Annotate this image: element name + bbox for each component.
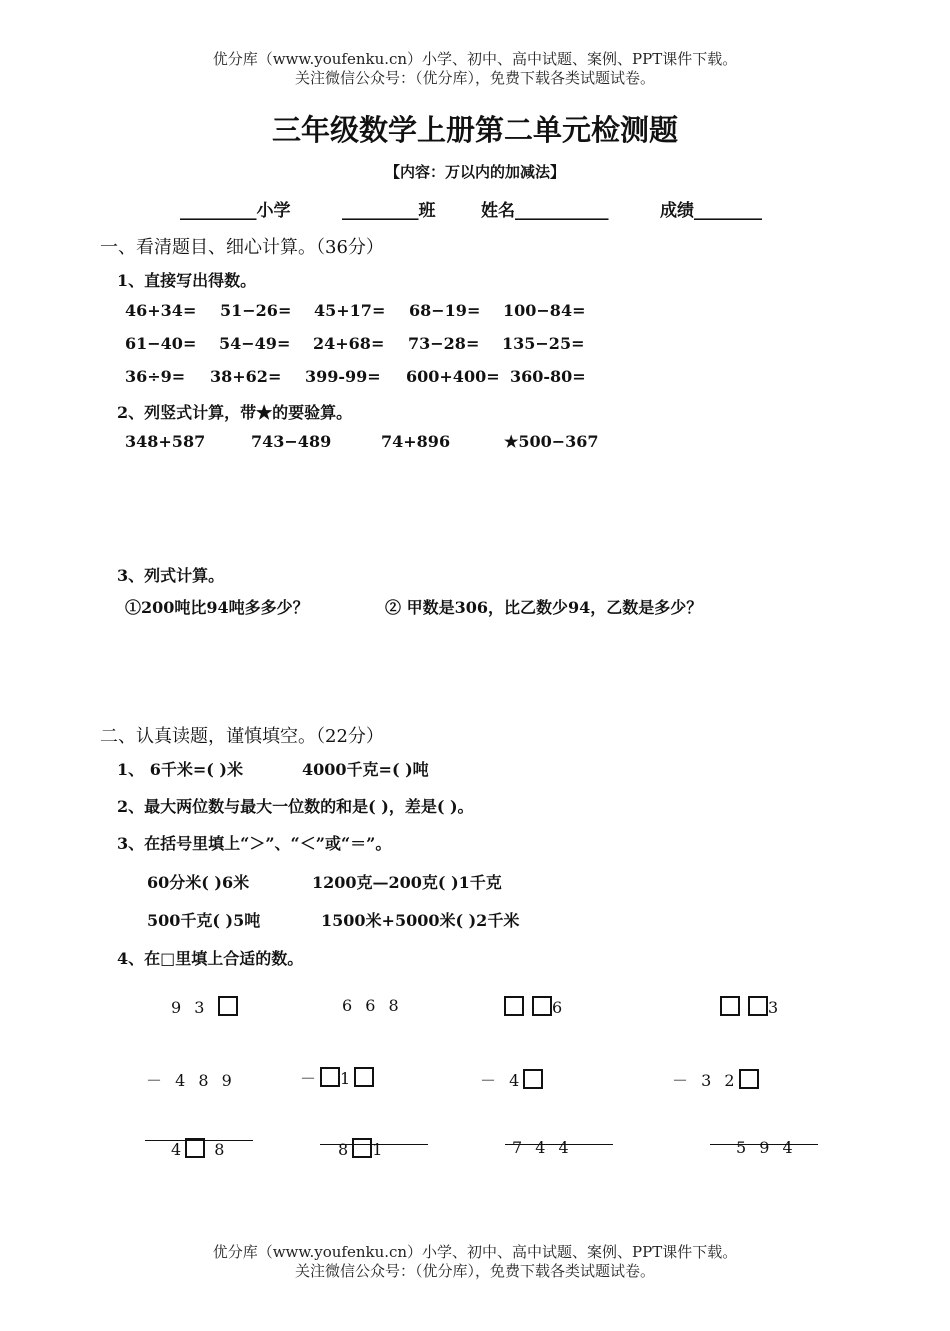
- page-subtitle: 【内容：万以内的加减法】: [384, 163, 565, 181]
- puzzle4-top: 3: [720, 996, 782, 1017]
- score-field: 成绩________: [660, 201, 762, 221]
- section2-q4-label: 4、在□里填上合适的数。: [117, 949, 304, 968]
- fill-item: 1、 6千米=( )米: [117, 760, 243, 779]
- puzzle1-result: 4 8: [171, 1140, 229, 1159]
- footer-line-1: 优分库（www.youfenku.cn）小学、初中、高中试题、案例、PPT课件下载。: [212, 1243, 738, 1261]
- blank-box[interactable]: [720, 996, 740, 1016]
- compare-item: 500千克( )5吨: [147, 911, 261, 930]
- calc-item: 54−49=: [219, 334, 291, 353]
- vertical-calc-item: ★500−367: [504, 432, 599, 451]
- calc-item: 46+34=: [125, 301, 197, 320]
- puzzle3-result: 7 4 4: [512, 1138, 573, 1157]
- calc-item: 36÷9=: [125, 367, 186, 386]
- calc-item: 24+68=: [313, 334, 385, 353]
- compare-item: 1200克—200克( )1千克: [312, 873, 502, 892]
- calc-item: 600+400=: [406, 367, 500, 386]
- blank-box[interactable]: [320, 1067, 340, 1087]
- calc-item: 135−25=: [502, 334, 585, 353]
- compare-item: 1500米+5000米( )2千米: [321, 911, 520, 930]
- section2-heading: 二、认真读题，谨慎填空。（22分）: [100, 726, 384, 747]
- puzzle2-result: 8 1: [338, 1140, 387, 1159]
- calc-item: 38+62=: [210, 367, 282, 386]
- puzzle2-top: 6 6 8: [342, 996, 403, 1015]
- header-line-1: 优分库（www.youfenku.cn）小学、初中、高中试题、案例、PPT课件下载。: [212, 50, 738, 68]
- class-field: _________班: [342, 201, 436, 221]
- puzzle4-minus: － 3 2: [672, 1068, 759, 1091]
- section1-q1-label: 1、直接写出得数。: [117, 271, 257, 290]
- page-title: 三年级数学上册第二单元检测题: [271, 113, 678, 147]
- footer-line-2: 关注微信公众号：（优分库），免费下载各类试题试卷。: [294, 1262, 655, 1280]
- vertical-calc-item: 743−489: [251, 432, 332, 451]
- school-field: _________小学: [180, 201, 291, 221]
- puzzle3-top: 6: [504, 996, 566, 1017]
- calc-item: 61−40=: [125, 334, 197, 353]
- section1-q2-label: 2、列竖式计算，带★的要验算。: [117, 403, 353, 422]
- vertical-calc-item: 74+896: [381, 432, 451, 451]
- word-problem-1: ①200吨比94吨多多少？: [125, 598, 309, 617]
- section2-q3-label: 3、在括号里填上“＞”、“＜”或“＝”。: [117, 834, 392, 853]
- section1-heading: 一、看清题目、细心计算。（36分）: [100, 237, 384, 258]
- section1-q3-label: 3、列式计算。: [117, 566, 225, 585]
- calc-item: 360-80=: [510, 367, 586, 386]
- blank-box[interactable]: [748, 996, 768, 1016]
- blank-box[interactable]: [354, 1067, 374, 1087]
- calc-item: 399-99=: [305, 367, 381, 386]
- puzzle1-top: 9 3: [171, 996, 238, 1017]
- fill-item: 2、最大两位数与最大一位数的和是( )，差是( )。: [117, 797, 474, 816]
- blank-box[interactable]: [504, 996, 524, 1016]
- calc-item: 45+17=: [314, 301, 386, 320]
- puzzle3-minus: － 4: [480, 1068, 543, 1091]
- blank-box[interactable]: [218, 996, 238, 1016]
- calc-item: 51−26=: [220, 301, 292, 320]
- blank-box[interactable]: [532, 996, 552, 1016]
- blank-box[interactable]: [739, 1069, 759, 1089]
- puzzle4-result: 5 9 4: [736, 1138, 797, 1157]
- calc-item: 68−19=: [409, 301, 481, 320]
- blank-box[interactable]: [523, 1069, 543, 1089]
- puzzle1-minus: － 4 8 9: [146, 1071, 236, 1090]
- calc-item: 100−84=: [503, 301, 586, 320]
- header-line-2: 关注微信公众号：（优分库），免费下载各类试题试卷。: [294, 69, 655, 87]
- calc-item: 73−28=: [408, 334, 480, 353]
- blank-box[interactable]: [352, 1138, 372, 1158]
- blank-box[interactable]: [185, 1138, 205, 1158]
- compare-item: 60分米( )6米: [147, 873, 250, 892]
- puzzle2-minus: － 1: [300, 1066, 374, 1089]
- name-field: 姓名___________: [481, 201, 609, 221]
- fill-item: 4000千克=( )吨: [302, 760, 429, 779]
- vertical-calc-item: 348+587: [125, 432, 206, 451]
- word-problem-2: ② 甲数是306，比乙数少94，乙数是多少？: [385, 598, 703, 617]
